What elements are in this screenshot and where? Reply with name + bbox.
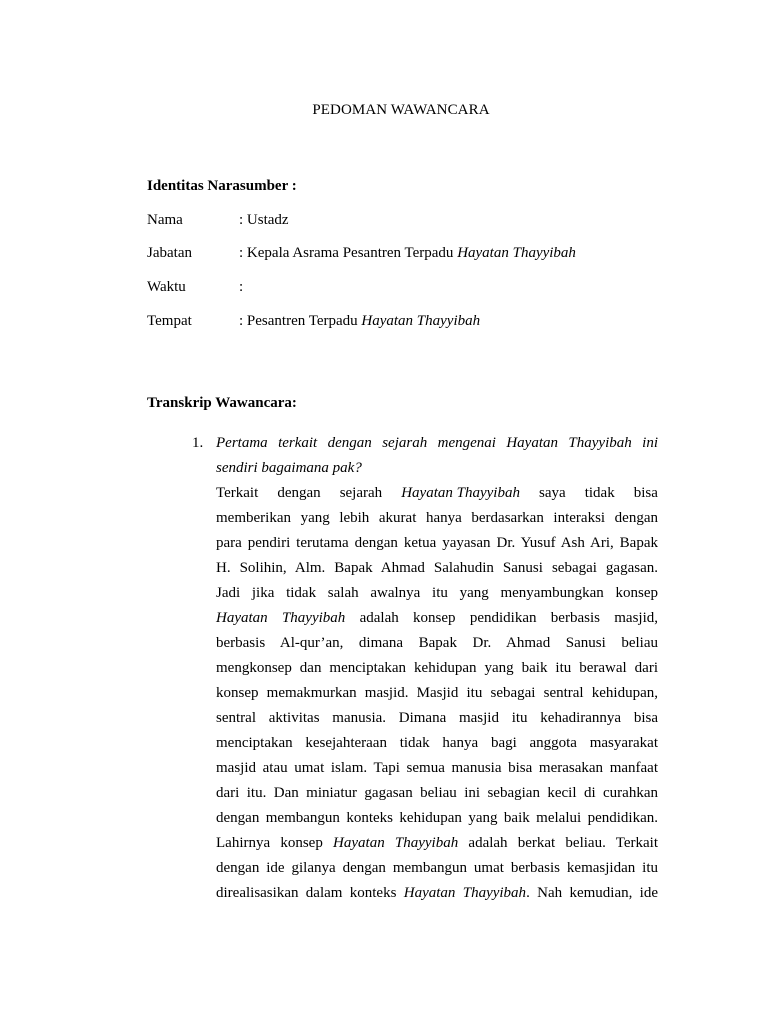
identity-value xyxy=(239,243,576,263)
answer-word: tidak xyxy=(584,485,615,501)
answer-line: berbasis Al-qur’an, dimana Bapak Dr. Ahmad Sanusi beliau xyxy=(216,635,658,651)
transcript-heading: Transkrip Wawancara: xyxy=(147,395,297,411)
identity-value-italic: Hayatan Thayyibah xyxy=(361,313,481,329)
answer-line: dengan ide gilanya dengan membangun umat berbasis kemasjidan itu xyxy=(216,860,658,876)
identity-label: Nama xyxy=(147,212,183,228)
answer-text xyxy=(216,481,658,906)
identity-value-text: : xyxy=(239,279,244,295)
question-answer-block xyxy=(216,431,658,906)
answer-line: H. Solihin, Alm. Bapak Ahmad Salahudin Sanusi sebagai gagasan. xyxy=(216,560,658,576)
answer-line: direalisasikan dalam konteks Hayatan Thayyibah. Nah kemudian, ide xyxy=(216,885,658,901)
identity-heading: Identitas Narasumber : xyxy=(147,178,297,194)
answer-word: Hayatan Thayyibah xyxy=(401,485,520,501)
identity-value-text: : Kepala Asrama Pesantren Terpadu xyxy=(239,245,458,261)
identity-value-text: : Pesantren Terpadu xyxy=(239,313,362,329)
answer-word: saya xyxy=(539,485,566,501)
answer-line: Lahirnya konsep Hayatan Thayyibah adalah berkat beliau. Terkait xyxy=(216,835,659,851)
question-line: sendiri bagaimana pak? xyxy=(216,460,362,476)
identity-value xyxy=(239,277,243,297)
answer-line: sentral aktivitas manusia. Dimana masjid itu kehadirannya bisa xyxy=(216,710,658,726)
answer-line: dari itu. Dan miniatur gagasan beliau ini sebagian kecil di curahkan xyxy=(216,785,658,801)
identity-value-text: : Ustadz xyxy=(239,212,289,228)
identity-label: Waktu xyxy=(147,279,186,295)
answer-line: Jadi jika tidak salah awalnya itu yang menyambungkan konsep xyxy=(216,585,658,601)
answer-word: sejarah xyxy=(339,485,383,501)
answer-word: dengan xyxy=(277,485,321,501)
identity-value-italic: Hayatan Thayyibah xyxy=(457,245,576,261)
answer-line: para pendiri terutama dengan ketua yayasan Dr. Yusuf Ash Ari, Bapak xyxy=(216,535,658,551)
identity-label: Tempat xyxy=(147,313,192,329)
italic-phrase: Hayatan Thayyibah xyxy=(333,835,459,851)
question-number: 1. xyxy=(192,435,204,451)
answer-line: konsep memakmurkan masjid. Masjid itu sebagai sentral kehidupan, xyxy=(216,685,658,701)
answer-word: bisa xyxy=(633,485,658,501)
document-title: PEDOMAN WAWANCARA xyxy=(312,102,490,118)
answer-line: masjid atau umat islam. Tapi semua manusia bisa merasakan manfaat xyxy=(216,760,658,776)
identity-label: Jabatan xyxy=(147,245,192,261)
answer-word: Terkait xyxy=(216,485,259,501)
identity-value xyxy=(239,311,480,331)
question-line: Pertama terkait dengan sejarah mengenai Hayatan Thayyibah ini xyxy=(216,435,658,451)
answer-line: memberikan yang lebih akurat hanya berdasarkan interaksi dengan xyxy=(216,510,658,526)
italic-phrase: Hayatan Thayyibah xyxy=(403,885,527,901)
italic-phrase: Hayatan Thayyibah xyxy=(216,610,346,626)
identity-value xyxy=(239,210,289,230)
answer-line xyxy=(216,481,658,506)
answer-line: menciptakan kesejahteraan tidak hanya bagi anggota masyarakat xyxy=(216,735,658,751)
answer-line: dengan membangun konteks kehidupan yang baik melalui pendidikan. xyxy=(216,810,658,826)
answer-line: mengkonsep dan menciptakan kehidupan yang baik itu berawal dari xyxy=(216,660,658,676)
answer-line: Hayatan Thayyibah adalah konsep pendidikan berbasis masjid, xyxy=(216,610,659,626)
